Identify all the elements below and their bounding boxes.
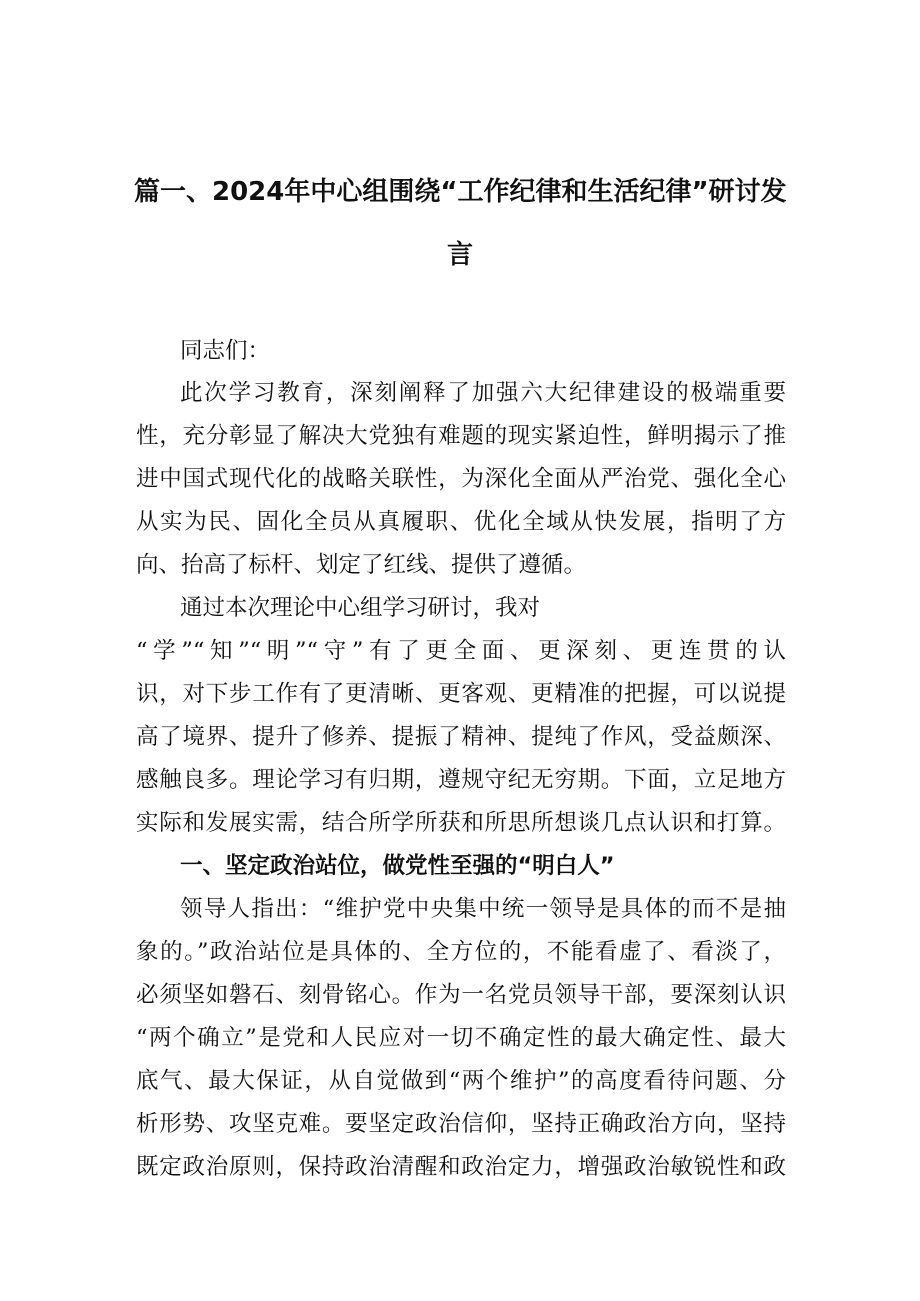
paragraph-2-line-2: “学”“知”“明”“守”有了更全面、更深刻、更连贯的认 xyxy=(136,638,786,664)
paragraph-3-line-1: 领导人指出：“维护党中央集中统一领导是具体的而不是抽 xyxy=(180,896,786,922)
paragraph-3-line-5: 底气、最大保证，从自觉做到“两个维护”的高度看待问题、分 xyxy=(136,1068,786,1094)
paragraph-3-line-4: “两个确立”是党和人民应对一切不确定性的最大确定性、最大 xyxy=(136,1025,786,1051)
salutation: 同志们： xyxy=(180,338,271,364)
paragraph-2-line-4: 高了境界、提升了修养、提振了精神、提纯了作风，受益颇深、 xyxy=(136,724,786,750)
paragraph-1-line-4: 从实为民、固化全员从真履职、优化全域从快发展，指明了方 xyxy=(136,509,786,535)
paragraph-3-line-7: 既定政治原则，保持政治清醒和政治定力，增强政治敏锐性和政 xyxy=(136,1154,786,1180)
paragraph-3-line-3: 必须坚如磐石、刻骨铭心。作为一名党员领导干部，要深刻认识 xyxy=(136,982,786,1008)
paragraph-1-line-5: 向、抬高了标杆、划定了红线、提供了遵循。 xyxy=(136,552,587,578)
document-title-line-1: 篇一、2024年中心组围绕“工作纪律和生活纪律”研讨发 xyxy=(134,177,787,207)
paragraph-3-line-2: 象的。”政治站位是具体的、全方位的，不能看虚了、看淡了， xyxy=(136,939,786,965)
section-heading-1: 一、坚定政治站位，做党性至强的“明白人” xyxy=(180,853,615,879)
paragraph-2-line-3: 识，对下步工作有了更清晰、更客观、更精准的把握，可以说提 xyxy=(136,681,786,707)
paragraph-2-line-1: 通过本次理论中心组学习研讨，我对 xyxy=(180,595,541,621)
paragraph-1-line-3: 进中国式现代化的战略关联性，为深化全面从严治党、强化全心 xyxy=(136,466,786,492)
paragraph-2-line-5: 感触良多。理论学习有归期，遵规守纪无穷期。下面，立足地方 xyxy=(136,767,786,793)
paragraph-1-line-2: 性，充分彰显了解决大党独有难题的现实紧迫性，鲜明揭示了推 xyxy=(136,423,786,449)
paragraph-3-line-6: 析形势、攻坚克难。要坚定政治信仰，坚持正确政治方向，坚持 xyxy=(136,1111,786,1137)
paragraph-2-line-6: 实际和发展实需，结合所学所获和所思所想谈几点认识和打算。 xyxy=(136,810,786,836)
paragraph-1-line-1: 此次学习教育，深刻阐释了加强六大纪律建设的极端重要 xyxy=(180,380,786,406)
document-title-line-2: 言 xyxy=(446,240,473,270)
